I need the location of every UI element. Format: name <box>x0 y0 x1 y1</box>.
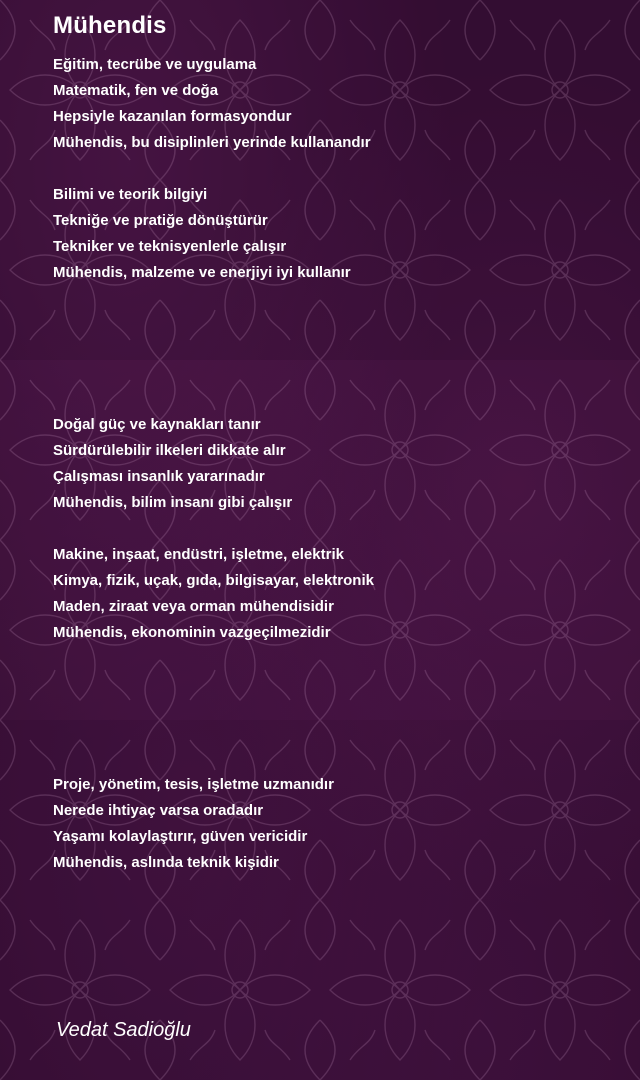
poem-line: Bilimi ve teorik bilgiyi <box>53 186 208 203</box>
poem-line: Maden, ziraat veya orman mühendisidir <box>53 598 334 615</box>
poem-line: Mühendis, malzeme ve enerjiyi iyi kullanır <box>53 264 351 281</box>
poem-line: Nerede ihtiyaç varsa oradadır <box>53 802 264 819</box>
stanza-4 <box>53 542 374 646</box>
poem-line: Matematik, fen ve doğa <box>53 82 219 99</box>
stanza-2 <box>53 182 351 286</box>
poem-line: Mühendis, aslında teknik kişidir <box>53 854 279 871</box>
poem-line: Tekniker ve teknisyenlerle çalışır <box>53 238 287 255</box>
poem-author: Vedat Sadioğlu <box>56 1019 191 1041</box>
stanza-1 <box>53 52 371 156</box>
poem-line: Tekniğe ve pratiğe dönüştürür <box>53 212 268 229</box>
poem-line: Mühendis, ekonominin vazgeçilmezidir <box>53 624 331 641</box>
poem-line: Eğitim, tecrübe ve uygulama <box>53 56 257 73</box>
poem-title: Mühendis <box>53 12 167 39</box>
poem-line: Proje, yönetim, tesis, işletme uzmanıdır <box>53 776 334 793</box>
poem-line: Yaşamı kolaylaştırır, güven vericidir <box>53 828 308 845</box>
stanza-5 <box>53 772 334 876</box>
poem-line: Sürdürülebilir ilkeleri dikkate alır <box>53 442 286 459</box>
stanza-3 <box>53 412 292 516</box>
poem-line: Doğal güç ve kaynakları tanır <box>53 416 261 433</box>
poem-line: Mühendis, bu disiplinleri yerinde kullanandır <box>53 134 371 151</box>
poem-line: Çalışması insanlık yararınadır <box>53 468 265 485</box>
poem-line: Kimya, fizik, uçak, gıda, bilgisayar, elektronik <box>53 572 374 589</box>
poem-line: Hepsiyle kazanılan formasyondur <box>53 108 292 125</box>
poem-line: Mühendis, bilim insanı gibi çalışır <box>53 494 293 511</box>
poem-line: Makine, inşaat, endüstri, işletme, elektrik <box>53 546 344 563</box>
